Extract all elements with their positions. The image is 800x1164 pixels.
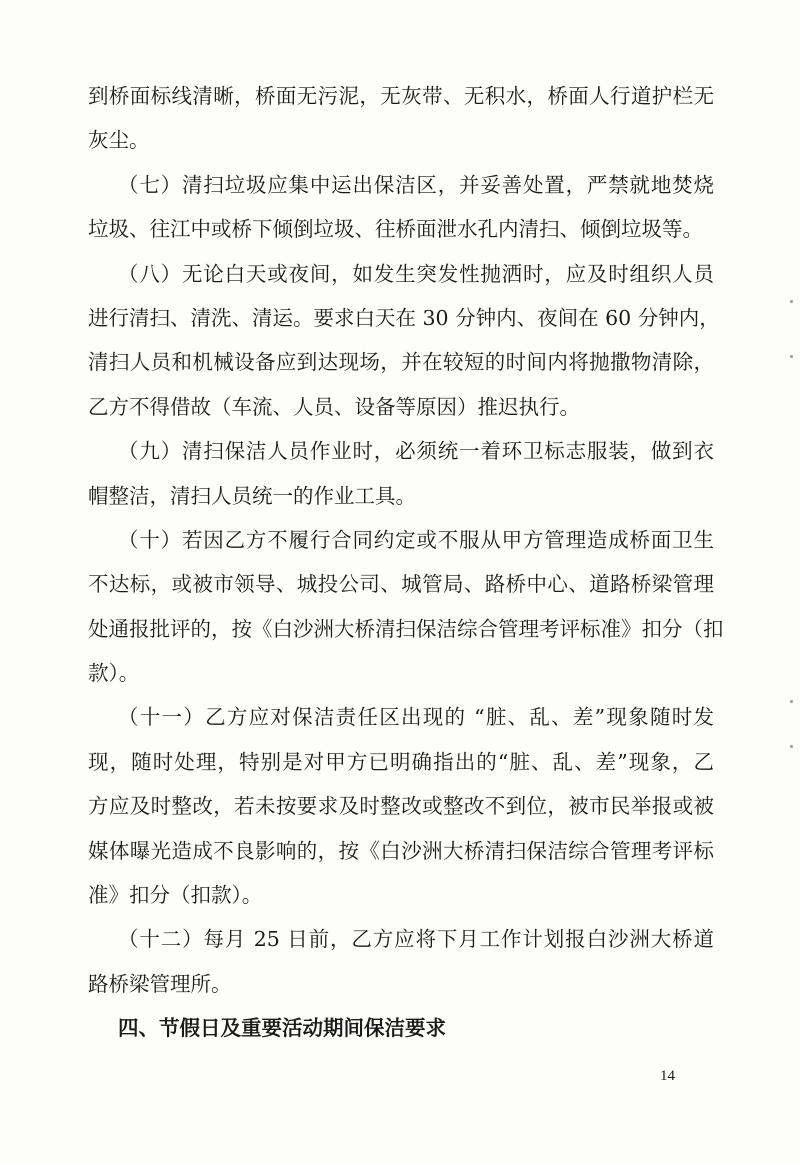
scan-speck	[790, 745, 793, 748]
paragraph	[88, 163, 714, 252]
paragraph	[88, 429, 714, 518]
paragraph	[88, 695, 714, 917]
scan-speck	[790, 700, 793, 703]
text-line: （十一）乙方应对保洁责任区出现的 “脏、乱、差”现象随时发	[118, 705, 714, 730]
scan-speck	[790, 300, 793, 303]
scan-speck	[790, 355, 793, 358]
text-line: 进行清扫、清洗、清运。要求白天在 30 分钟内、夜间在 60 分钟内，	[88, 305, 720, 330]
text-line: 到桥面标线清晰，桥面无污泥，无灰带、无积水，桥面人行道护栏无	[88, 84, 714, 108]
text-line: 灰尘。	[88, 128, 150, 153]
text-line: （十）若因乙方不履行合同约定或不服从甲方管理造成桥面卫生	[118, 527, 714, 552]
page-number: 14	[660, 1068, 675, 1084]
text-line: 媒体曝光造成不良影响的，按《白沙洲大桥清扫保洁综合管理考评标	[88, 838, 714, 863]
paragraph	[88, 74, 714, 163]
text-line: 方应及时整改，若未按要求及时整改或整改不到位，被市民举报或被	[88, 794, 714, 819]
text-line: 垃圾、往江中或桥下倾倒垃圾、往桥面泄水孔内清扫、倾倒垃圾等。	[88, 217, 703, 242]
text-line: 现，随时处理，特别是对甲方已明确指出的“脏、乱、差”现象，乙	[88, 749, 714, 774]
text-line: 处通报批评的，按《白沙洲大桥清扫保洁综合管理考评标准》扣分（扣	[88, 616, 724, 641]
section-heading: 四、节假日及重要活动期间保洁要求	[118, 1016, 446, 1041]
text-line: 款）。	[88, 661, 140, 686]
text-line: 准》扣分（扣款）。	[88, 883, 263, 908]
text-line: （七）清扫垃圾应集中运出保洁区，并妥善处置，严禁就地焚烧	[118, 172, 714, 197]
text-line: 路桥梁管理所。	[88, 971, 232, 996]
paragraph	[88, 252, 720, 430]
text-line: （八）无论白天或夜间，如发生突发性抛洒时，应及时组织人员	[118, 261, 714, 286]
text-line: 乙方不得借故（车流、人员、设备等原因）推迟执行。	[88, 394, 580, 419]
document-body	[88, 74, 724, 1051]
text-line: 不达标，或被市领导、城投公司、城管局、路桥中心、道路桥梁管理	[88, 572, 714, 597]
text-line: （九）清扫保洁人员作业时，必须统一着环卫标志服装，做到衣	[118, 439, 714, 464]
paragraph	[88, 917, 714, 1006]
text-line: 帽整洁，清扫人员统一的作业工具。	[88, 483, 416, 508]
text-line: 清扫人员和机械设备应到达现场，并在较短的时间内将抛撒物清除，	[88, 350, 714, 375]
text-line: （十二）每月 25 日前，乙方应将下月工作计划报白沙洲大桥道	[118, 927, 714, 952]
paragraph	[88, 518, 724, 696]
